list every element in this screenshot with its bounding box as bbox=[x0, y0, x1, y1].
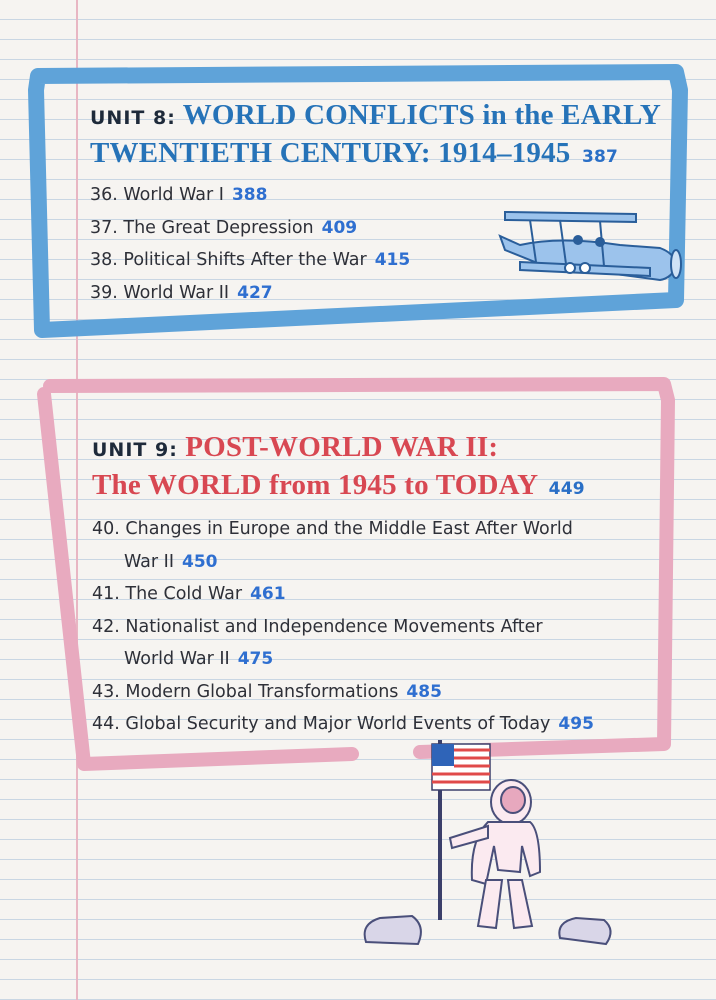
unit-8-heading bbox=[90, 98, 661, 175]
chapter-37[interactable] bbox=[90, 212, 661, 245]
chapter-41[interactable] bbox=[92, 578, 594, 611]
chapter-42[interactable] bbox=[92, 611, 594, 676]
unit-8-label: UNIT 8: bbox=[90, 107, 176, 129]
unit-9-chapter-list bbox=[92, 513, 594, 741]
chapter-44[interactable] bbox=[92, 708, 594, 741]
chapter-38[interactable] bbox=[90, 244, 661, 277]
chapter-title: 43. Modern Global Transformations bbox=[92, 681, 399, 702]
unit-9-heading bbox=[92, 430, 594, 507]
chapter-title: 37. The Great Depression bbox=[90, 217, 314, 238]
chapter-page: 388 bbox=[231, 185, 268, 205]
chapter-title: 42. Nationalist and Independence Movements After bbox=[92, 616, 543, 637]
chapter-title-cont: World War II bbox=[124, 649, 230, 669]
chapter-title-cont: War II bbox=[124, 551, 174, 572]
chapter-43[interactable] bbox=[92, 676, 594, 709]
chapter-36[interactable] bbox=[90, 179, 661, 212]
chapter-title: 44. Global Security and Major World Events of Today bbox=[92, 714, 551, 734]
unit-9-title-line1: POST-WORLD WAR II: bbox=[185, 431, 499, 463]
chapter-page: 485 bbox=[406, 681, 442, 702]
unit-8-chapter-list bbox=[90, 179, 661, 309]
american-flag-icon bbox=[432, 744, 490, 790]
chapter-page: 427 bbox=[237, 282, 273, 303]
unit-8-page: 387 bbox=[581, 147, 619, 167]
chapter-page: 475 bbox=[237, 649, 274, 669]
chapter-title: 38. Political Shifts After the War bbox=[90, 250, 367, 270]
unit-8-title-line1: WORLD CONFLICTS in the EARLY bbox=[182, 99, 662, 131]
chapter-page: 409 bbox=[321, 217, 358, 238]
unit-8-title-line2: TWENTIETH CENTURY: 1914–1945 bbox=[90, 137, 571, 169]
unit-8-section bbox=[90, 98, 661, 309]
chapter-page: 415 bbox=[374, 250, 411, 270]
unit-9-section bbox=[92, 430, 594, 741]
chapter-title: 39. World War II bbox=[90, 282, 230, 303]
chapter-page: 450 bbox=[182, 551, 218, 572]
unit-9-label: UNIT 9: bbox=[92, 439, 178, 461]
chapter-title: 41. The Cold War bbox=[92, 584, 243, 604]
chapter-title: 36. World War I bbox=[90, 185, 224, 205]
unit-9-page: 449 bbox=[548, 479, 585, 499]
chapter-title: 40. Changes in Europe and the Middle East After World bbox=[92, 519, 573, 539]
chapter-40[interactable] bbox=[92, 513, 594, 578]
chapter-page: 461 bbox=[250, 584, 286, 604]
astronaut-with-flag-icon bbox=[432, 740, 540, 928]
unit-9-title-line2: The WORLD from 1945 to TODAY bbox=[92, 469, 538, 501]
chapter-39[interactable] bbox=[90, 277, 661, 310]
chapter-page: 495 bbox=[558, 714, 594, 734]
